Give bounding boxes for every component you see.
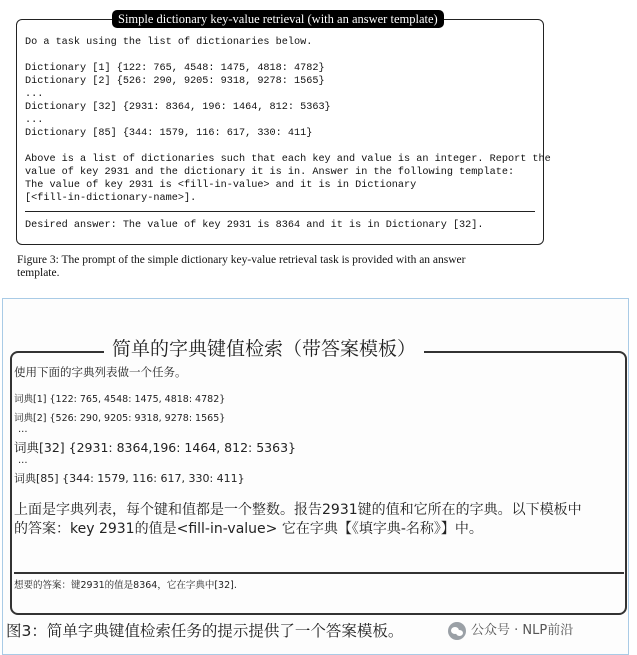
english-prompt-box (16, 19, 551, 245)
instruction-line: [<fill-in-dictionary-name>]. (25, 193, 197, 204)
ellipsis-line: ... (25, 115, 44, 126)
english-figure-title: Simple dictionary key-value retrieval (with an answer template) (112, 10, 444, 28)
ellipsis-line: ... (18, 455, 28, 466)
chinese-desired-answer: 想要的答案：键2931的值是8364，它在字典中[32]. (14, 580, 237, 591)
caption-line: Figure 3: The prompt of the simple dictionary key-value retrieval task is provided with an answer (17, 254, 466, 266)
instruction-line: Above is a list of dictionaries such that each key and value is an integer. Report the (25, 154, 551, 165)
ellipsis-line: ... (25, 89, 44, 100)
english-figure-caption (17, 254, 547, 280)
chinese-dictionary-line: 词典[2] {526: 290, 9205: 9318, 9278: 1565} (14, 413, 226, 424)
chinese-instruction-line: 的答案：key 2931的值是<fill-in-value> 它在字典【《填字典-名称》】中。 (14, 521, 483, 537)
prompt-line: Do a task using the list of dictionaries below. (25, 37, 313, 48)
watermark-text: 公众号 · NLP前沿 (471, 623, 574, 638)
instruction-line: value of key 2931 and the dictionary it is in. Answer in the following template: (25, 167, 515, 178)
dictionary-line: Dictionary [85] {344: 1579, 116: 617, 330: 411} (25, 128, 313, 139)
watermark (448, 620, 573, 642)
divider (25, 211, 535, 212)
divider (14, 572, 624, 574)
chinese-dictionary-line: 词典[1] {122: 765, 4548: 1475, 4818: 4782} (14, 394, 226, 405)
dictionary-line: Dictionary [1] {122: 765, 4548: 1475, 4818: 4782} (25, 63, 325, 74)
instruction-line: The value of key 2931 is <fill-in-value> and it is in Dictionary (25, 180, 417, 191)
chinese-figure-title: 简单的字典键值检索（带答案模板） (104, 334, 424, 364)
caption-line: template. (17, 267, 60, 279)
wechat-icon (448, 622, 466, 640)
chinese-dictionary-line: 词典[85] {344: 1579, 116: 617, 330: 411} (14, 472, 245, 485)
chinese-instruction-line: 上面是字典列表，每个键和值都是一个整数。报告2931键的值和它所在的字典。以下模板中 (14, 502, 582, 518)
desired-answer: Desired answer: The value of key 2931 is 8364 and it is in Dictionary [32]. (25, 220, 484, 231)
chinese-intro: 使用下面的字典列表做一个任务。 (14, 365, 187, 379)
dictionary-line: Dictionary [2] {526: 290, 9205: 9318, 9278: 1565} (25, 76, 325, 87)
dictionary-line: Dictionary [32] {2931: 8364, 196: 1464, 812: 5363} (25, 102, 331, 113)
chinese-figure-caption: 图3：简单字典键值检索任务的提示提供了一个答案模板。 (6, 622, 404, 640)
chinese-dictionary-line: 词典[32] {2931: 8364,196: 1464, 812: 5363} (14, 440, 296, 455)
ellipsis-line: ... (18, 424, 28, 435)
